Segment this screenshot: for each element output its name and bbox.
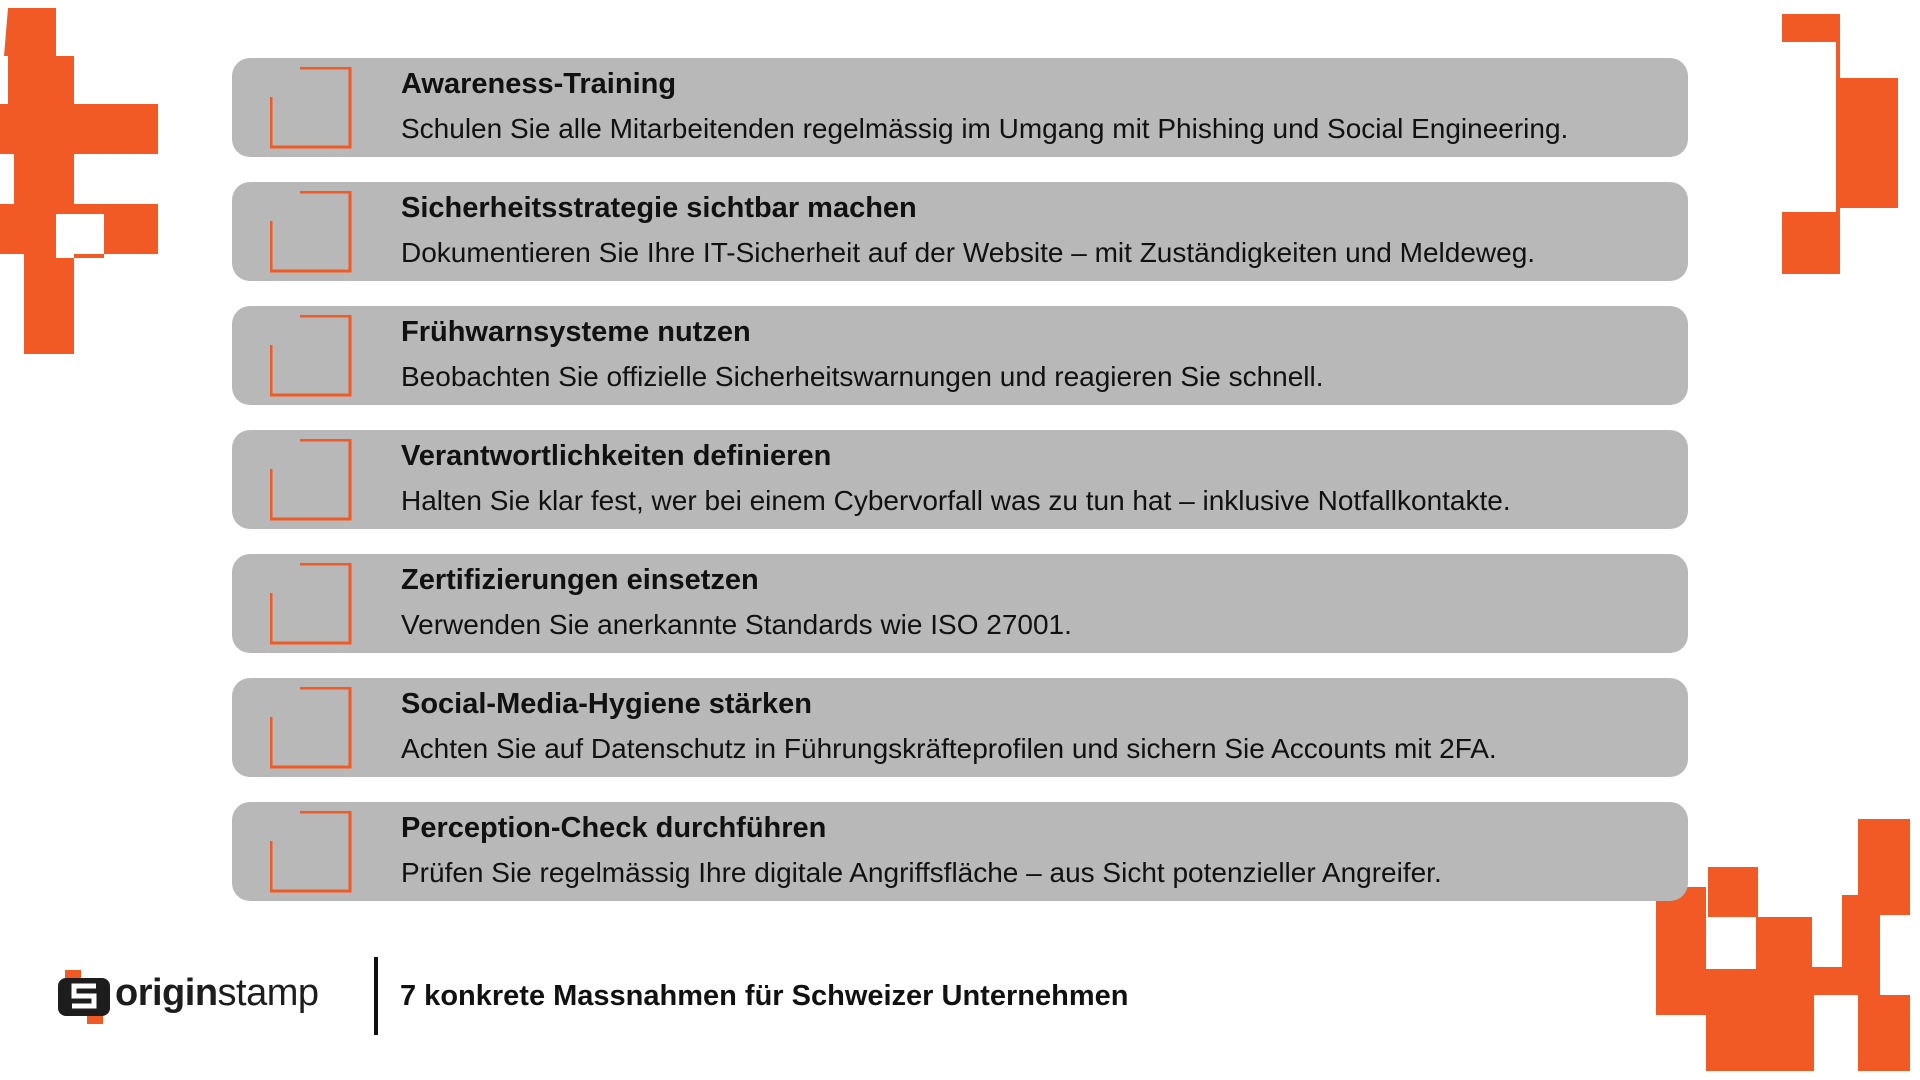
footer-divider [374, 957, 378, 1035]
checklist-item [232, 554, 1688, 653]
logo-text-origin: origin [115, 972, 218, 1014]
checkbox-icon[interactable] [270, 439, 352, 521]
item-title: Verantwortlichkeiten definieren [401, 440, 832, 472]
checkbox-icon[interactable] [270, 67, 352, 149]
item-title: Social-Media-Hygiene stärken [401, 688, 812, 720]
checklist-item [232, 182, 1688, 281]
decorative-shape-top-left [0, 0, 170, 370]
item-description: Prüfen Sie regelmässig Ihre digitale Angriffsfläche – aus Sicht potenzieller Angreifer. [401, 857, 1442, 888]
originstamp-logo-icon [56, 968, 112, 1026]
decorative-shape-top-right [1770, 10, 1920, 280]
checkbox-icon[interactable] [270, 687, 352, 769]
item-description: Halten Sie klar fest, wer bei einem Cybervorfall was zu tun hat – inklusive Notfallkontakte. [401, 485, 1511, 516]
item-title: Zertifizierungen einsetzen [401, 564, 759, 596]
item-title: Awareness-Training [401, 68, 677, 100]
logo-text-stamp: stamp [217, 972, 319, 1014]
item-description: Achten Sie auf Datenschutz in Führungskräfteprofilen und sichern Sie Accounts mit 2FA. [401, 733, 1497, 764]
item-description: Beobachten Sie offizielle Sicherheitswarnungen und reagieren Sie schnell. [401, 361, 1324, 392]
checklist-item [232, 306, 1688, 405]
checklist-item [232, 678, 1688, 777]
originstamp-logo-text [115, 972, 319, 1015]
checkbox-icon[interactable] [270, 563, 352, 645]
decorative-shape-bottom-right [1650, 815, 1920, 1080]
item-description: Schulen Sie alle Mitarbeitenden regelmässig im Umgang mit Phishing und Social Engineering. [401, 113, 1569, 144]
checklist-item [232, 802, 1688, 901]
checkbox-icon[interactable] [270, 191, 352, 273]
footer-caption: 7 konkrete Massnahmen für Schweizer Unternehmen [400, 980, 1129, 1012]
checklist [232, 58, 1688, 926]
item-title: Perception-Check durchführen [401, 812, 827, 844]
item-title: Sicherheitsstrategie sichtbar machen [401, 192, 917, 224]
item-title: Frühwarnsysteme nutzen [401, 316, 751, 348]
checkbox-icon[interactable] [270, 811, 352, 893]
checklist-item [232, 58, 1688, 157]
item-description: Dokumentieren Sie Ihre IT-Sicherheit auf der Website – mit Zuständigkeiten und Meldeweg. [401, 237, 1536, 268]
item-description: Verwenden Sie anerkannte Standards wie ISO 27001. [401, 609, 1072, 640]
checklist-item [232, 430, 1688, 529]
checkbox-icon[interactable] [270, 315, 352, 397]
